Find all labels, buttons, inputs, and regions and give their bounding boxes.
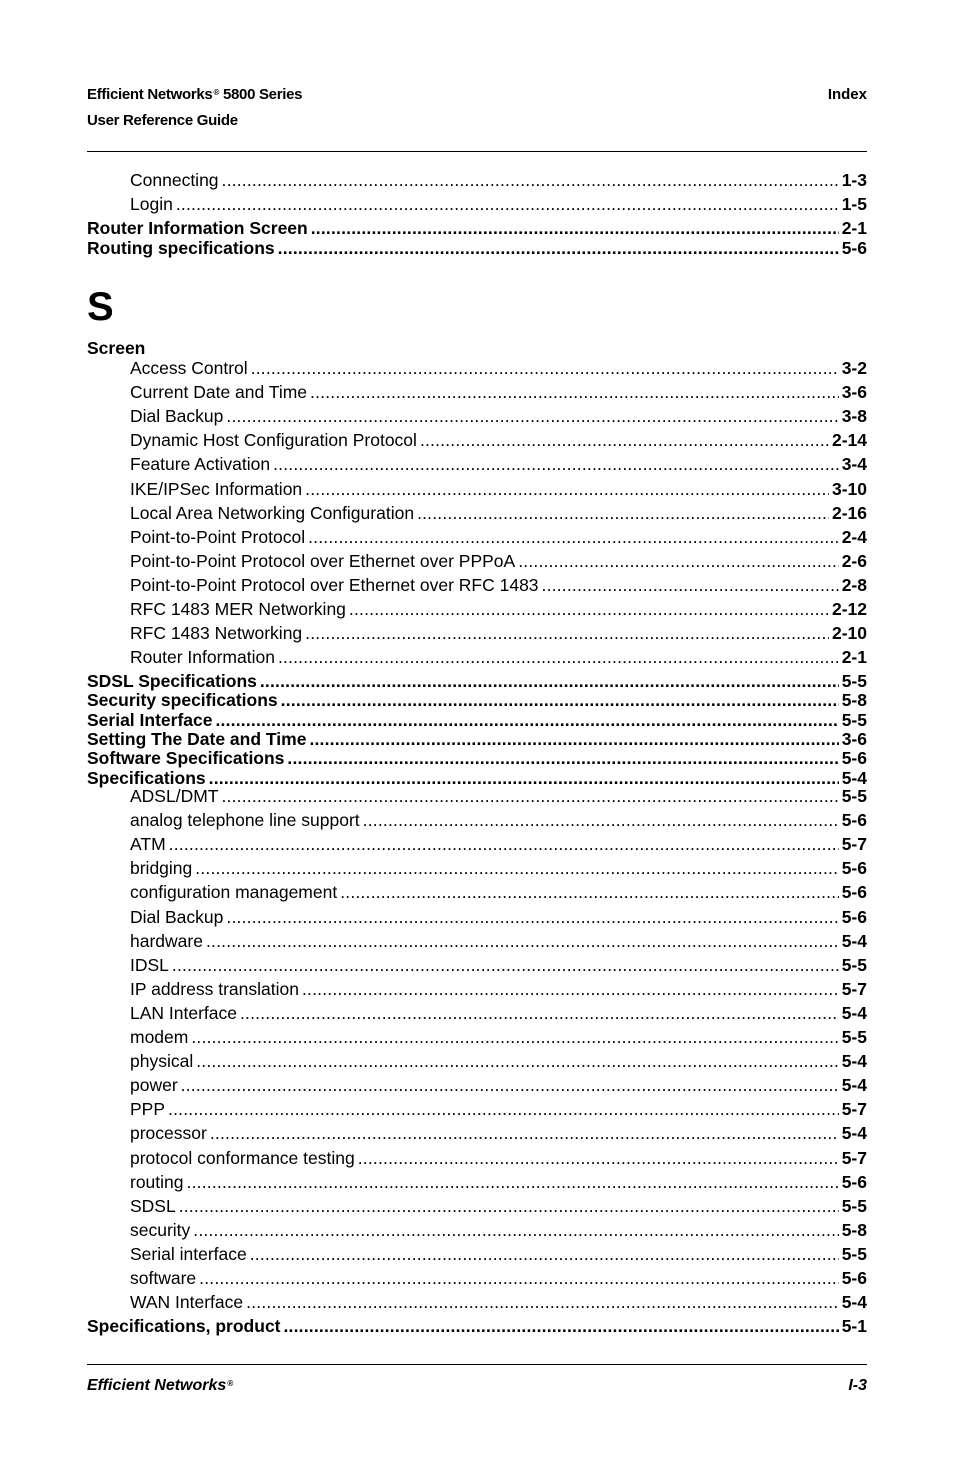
entry-page-number: 1-3 [841, 170, 867, 190]
entry-term: RFC 1483 MER Networking [130, 599, 346, 619]
entry-page-number: 2-1 [841, 218, 867, 238]
entry-page-number: 5-5 [841, 671, 867, 691]
entry-page-number: 5-6 [841, 858, 867, 879]
index-entry [87, 1002, 867, 1024]
entry-term: power [130, 1075, 178, 1096]
entry-term: LAN Interface [130, 1002, 237, 1023]
index-entry [87, 906, 867, 928]
entry-term: Specifications, product [87, 1316, 281, 1336]
entry-page-number: 5-4 [841, 1075, 867, 1096]
entry-term: IDSL [130, 954, 169, 975]
footer-rule [87, 1364, 867, 1365]
entry-term: RFC 1483 Networking [130, 623, 303, 644]
dot-leader [169, 833, 839, 855]
dot-leader [420, 429, 829, 451]
index-entry [87, 237, 867, 259]
entry-page-number: 5-5 [841, 1195, 867, 1216]
entry-page-number: 5-5 [841, 954, 867, 975]
section-letter: S [87, 285, 114, 329]
dot-leader [302, 978, 839, 1000]
index-entry [87, 1171, 867, 1193]
index-entry [87, 526, 867, 548]
entry-page-number: 5-4 [841, 1292, 867, 1313]
entry-term: configuration management [130, 882, 338, 903]
entry-page-number: 5-6 [841, 810, 867, 831]
dot-leader [168, 1098, 839, 1120]
entry-page-number: 2-16 [831, 502, 867, 523]
entry-term: Local Area Networking Configuration [130, 502, 415, 523]
dot-leader [311, 217, 839, 239]
entry-page-number: 5-6 [841, 238, 867, 258]
entry-term: PPP [130, 1099, 166, 1120]
entry-page-number: 3-6 [841, 728, 867, 749]
entry-term: analog telephone line support [130, 810, 360, 831]
dot-leader [191, 1026, 838, 1048]
entry-term: software [130, 1268, 197, 1288]
index-entry [87, 405, 867, 427]
dot-leader [518, 550, 839, 572]
index-entry [87, 1291, 867, 1313]
dot-leader [179, 1195, 839, 1217]
entry-page-number: 5-4 [841, 1002, 867, 1023]
index-entry [87, 1026, 867, 1048]
entry-term: Setting The Date and Time [87, 728, 307, 749]
entry-term: hardware [130, 930, 203, 951]
product-title [87, 82, 867, 108]
index-entry [87, 478, 867, 500]
index-entry [87, 646, 867, 668]
entry-term: Point-to-Point Protocol over Ethernet over PPPoA [130, 550, 516, 571]
dot-leader [187, 1171, 839, 1193]
dot-leader [193, 1219, 838, 1241]
index-entry [87, 574, 867, 596]
entry-page-number: 1-5 [841, 194, 867, 214]
guide-title: User Reference Guide [87, 112, 238, 129]
index-entry [87, 1243, 867, 1265]
entry-term: Router Information Screen [87, 218, 308, 238]
dot-leader [278, 237, 839, 259]
entry-page-number: 2-6 [841, 550, 867, 571]
index-entry [87, 598, 867, 620]
entry-page-number: 5-5 [841, 1027, 867, 1047]
index-entry [87, 833, 867, 855]
entry-page-number: 5-7 [841, 1147, 867, 1168]
dot-leader [246, 1291, 839, 1313]
entry-term: SDSL Specifications [87, 671, 257, 691]
entry-page-number: 3-2 [841, 358, 867, 378]
entry-page-number: 5-6 [841, 748, 867, 769]
page-number: I-3 [848, 1377, 867, 1394]
index-entry [87, 169, 867, 191]
entry-term: Point-to-Point Protocol over Ethernet over RFC 1483 [130, 574, 539, 595]
entry-page-number: 2-12 [831, 599, 867, 619]
index-entry [87, 550, 867, 572]
entry-term: routing [130, 1171, 184, 1192]
index-entry [87, 785, 867, 807]
dot-leader [278, 646, 839, 668]
registered-mark: ® [213, 88, 220, 97]
entry-term: SDSL [130, 1195, 176, 1216]
entry-term: Dial Backup [130, 906, 224, 927]
index-entry [87, 881, 867, 903]
dot-leader [250, 1243, 839, 1265]
dot-leader [195, 857, 838, 879]
dot-leader [172, 954, 839, 976]
dot-leader [305, 478, 829, 500]
entry-term: modem [130, 1027, 189, 1047]
footer-registered-mark: ® [227, 1379, 234, 1388]
dot-leader [310, 381, 839, 403]
index-entry [87, 809, 867, 831]
entry-term: protocol conformance testing [130, 1147, 355, 1168]
index-entry [87, 1147, 867, 1169]
entry-term: Security specifications [87, 690, 278, 711]
entry-page-number: 3-6 [841, 382, 867, 403]
entry-page-number: 2-8 [841, 574, 867, 595]
entry-page-number: 5-5 [841, 1243, 867, 1264]
entry-term: Current Date and Time [130, 382, 308, 403]
index-entry [87, 622, 867, 644]
entry-term: Serial Interface [87, 709, 213, 730]
entry-term: Specifications [87, 767, 206, 788]
dot-leader [199, 1267, 839, 1289]
dot-leader [284, 1315, 839, 1337]
dot-leader [363, 809, 839, 831]
entry-page-number: 5-4 [841, 767, 867, 788]
index-entry [87, 502, 867, 524]
dot-leader [226, 405, 838, 427]
entry-page-number: 3-4 [841, 454, 867, 475]
dot-leader [222, 169, 839, 191]
footer-brand: Efficient Networks [87, 1377, 227, 1394]
index-entry [87, 429, 867, 451]
entry-page-number: 5-6 [841, 882, 867, 903]
product-name: Efficient Networks [87, 86, 213, 103]
index-entry [87, 1050, 867, 1072]
dot-leader [349, 598, 829, 620]
entry-term: ATM [130, 834, 166, 855]
entry-term: Connecting [130, 170, 219, 190]
entry-term: Dial Backup [130, 406, 224, 427]
entry-page-number: 5-7 [841, 978, 867, 999]
index-entry [87, 217, 867, 239]
index-entry [87, 381, 867, 403]
product-series: 5800 Series [219, 86, 303, 103]
entry-term: Routing specifications [87, 238, 275, 258]
index-entry [87, 453, 867, 475]
index-entry [87, 1219, 867, 1241]
dot-leader [181, 1074, 839, 1096]
entry-term: Router Information [130, 647, 275, 668]
dot-leader [417, 502, 829, 524]
dot-leader [226, 906, 838, 928]
page-footer [87, 1374, 867, 1398]
index-entry [87, 978, 867, 1000]
entry-term: Dynamic Host Configuration Protocol [130, 430, 417, 451]
entry-term: WAN Interface [130, 1292, 244, 1313]
entry-page-number: 5-6 [841, 1268, 867, 1288]
index-entry [87, 857, 867, 879]
dot-leader [210, 1122, 839, 1144]
entry-page-number: 5-7 [841, 1099, 867, 1120]
index-entry [87, 193, 867, 215]
entry-term: Access Control [130, 358, 248, 378]
index-entry [87, 1098, 867, 1120]
entry-page-number: 5-5 [841, 786, 867, 806]
entry-page-number: 3-8 [841, 406, 867, 427]
entry-term: processor [130, 1123, 207, 1144]
index-heading-screen: Screen [87, 338, 146, 358]
dot-leader [273, 453, 839, 475]
entry-page-number: 5-4 [841, 1123, 867, 1144]
index-entry [87, 1122, 867, 1144]
index-entry [87, 1195, 867, 1217]
entry-term: Login [130, 194, 173, 214]
dot-leader [176, 193, 839, 215]
index-entry [87, 930, 867, 952]
entry-page-number: 5-1 [841, 1316, 867, 1336]
dot-leader [308, 526, 839, 548]
entry-term: Serial interface [130, 1243, 247, 1264]
entry-term: IP address translation [130, 978, 299, 999]
entry-term: physical [130, 1051, 194, 1072]
dot-leader [542, 574, 839, 596]
entry-page-number: 3-10 [831, 478, 867, 499]
entry-term: ADSL/DMT [130, 786, 219, 806]
entry-term: bridging [130, 858, 193, 879]
entry-page-number: 5-6 [841, 906, 867, 927]
entry-page-number: 5-6 [841, 1171, 867, 1192]
entry-term: Point-to-Point Protocol [130, 526, 306, 547]
index-entry [87, 1267, 867, 1289]
page-header [87, 82, 867, 134]
entry-page-number: 2-1 [841, 647, 867, 668]
dot-leader [206, 930, 839, 952]
dot-leader [196, 1050, 838, 1072]
entry-page-number: 5-5 [841, 709, 867, 730]
entry-term: security [130, 1219, 191, 1240]
entry-page-number: 5-8 [841, 690, 867, 711]
header-rule [87, 151, 867, 152]
entry-page-number: 5-4 [841, 1051, 867, 1072]
entry-term: Feature Activation [130, 454, 271, 475]
entry-term: Software Specifications [87, 748, 285, 769]
dot-leader [240, 1002, 839, 1024]
entry-page-number: 2-4 [841, 526, 867, 547]
index-entry [87, 954, 867, 976]
section-name: Index [827, 86, 867, 103]
entry-page-number: 5-7 [841, 834, 867, 855]
dot-leader [358, 1147, 839, 1169]
entry-page-number: 2-10 [831, 623, 867, 644]
index-entry [87, 1074, 867, 1096]
entry-page-number: 2-14 [831, 430, 867, 451]
dot-leader [221, 785, 838, 807]
index-entry [87, 1315, 867, 1337]
entry-page-number: 5-4 [841, 930, 867, 951]
dot-leader [305, 622, 829, 644]
index-entry [87, 357, 867, 379]
dot-leader [251, 357, 839, 379]
dot-leader [340, 881, 838, 903]
entry-page-number: 5-8 [841, 1219, 867, 1240]
entry-term: IKE/IPSec Information [130, 478, 303, 499]
